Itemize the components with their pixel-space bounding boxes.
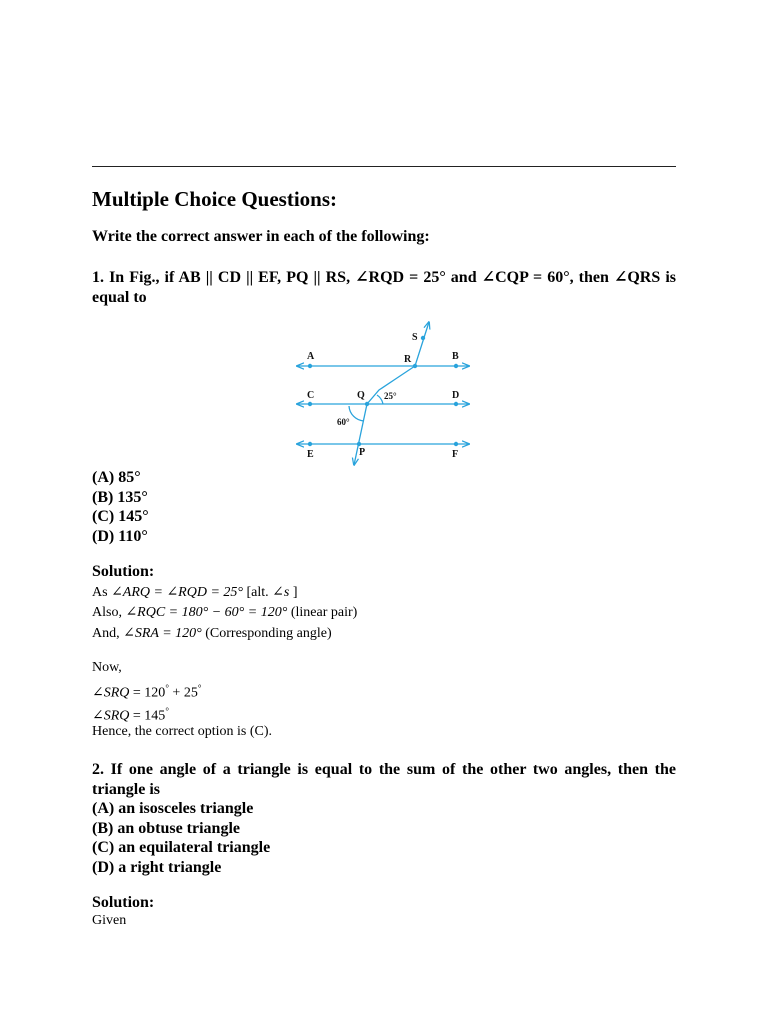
angle-arc-25 <box>377 395 383 404</box>
solution-line-4: ∠SRQ = 120° + 25° <box>92 683 202 701</box>
option-d: (D) 110° <box>92 527 148 545</box>
option-c: (C) an equilateral triangle <box>92 839 271 857</box>
solution-2-heading: Solution: <box>92 894 155 911</box>
label-b: B <box>452 351 459 362</box>
question-1-options <box>92 468 149 546</box>
label-f: F <box>452 449 459 460</box>
option-b: (B) 135° <box>92 488 148 506</box>
question-2-options <box>92 799 270 877</box>
option-d: (D) a right triangle <box>92 858 222 876</box>
label-60: 60° <box>337 417 350 427</box>
label-p: P <box>359 447 366 458</box>
label-d: D <box>452 390 460 401</box>
option-c: (C) 145° <box>92 508 149 525</box>
label-e: E <box>307 449 314 460</box>
solution-conclusion: Hence, the correct option is (C). <box>92 724 272 739</box>
label-s: S <box>412 332 418 343</box>
question-2-text: 2. If one angle of a triangle is equal to the sum of the other two angles, then the triangle is <box>92 761 676 798</box>
option-a: (A) an isosceles triangle <box>92 800 254 817</box>
label-a: A <box>307 351 315 362</box>
top-rule <box>92 166 676 167</box>
solution-line-1: As ∠ARQ = ∠RQD = 25° [alt. ∠s ] <box>92 585 298 600</box>
solution-line-3: And, ∠SRA = 120° (Corresponding angle) <box>92 626 332 641</box>
option-b: (B) an obtuse triangle <box>92 819 240 837</box>
question-1-text: 1. In Fig., if AB || CD || EF, PQ || RS, ∠RQD = 25° and ∠CQP = 60°, then ∠QRS is equal to <box>92 269 676 306</box>
solution-2-given: Given <box>92 913 127 928</box>
page-title: Multiple Choice Questions: <box>92 187 337 211</box>
solution-1-heading: Solution: <box>92 563 155 580</box>
label-r: R <box>404 354 412 365</box>
label-25: 25° <box>384 391 397 401</box>
transversal-sr <box>367 322 429 404</box>
solution-line-5: ∠SRQ = 145° <box>92 706 169 724</box>
option-a: (A) 85° <box>92 469 141 486</box>
angle-arc-60 <box>349 406 364 421</box>
solution-now: Now, <box>92 660 122 675</box>
label-q: Q <box>357 390 365 401</box>
question-1-figure <box>293 318 483 468</box>
label-c: C <box>307 390 315 401</box>
solution-line-2: Also, ∠RQC = 180° − 60° = 120° (linear pair) <box>92 605 358 620</box>
instruction: Write the correct answer in each of the following: <box>92 228 430 245</box>
